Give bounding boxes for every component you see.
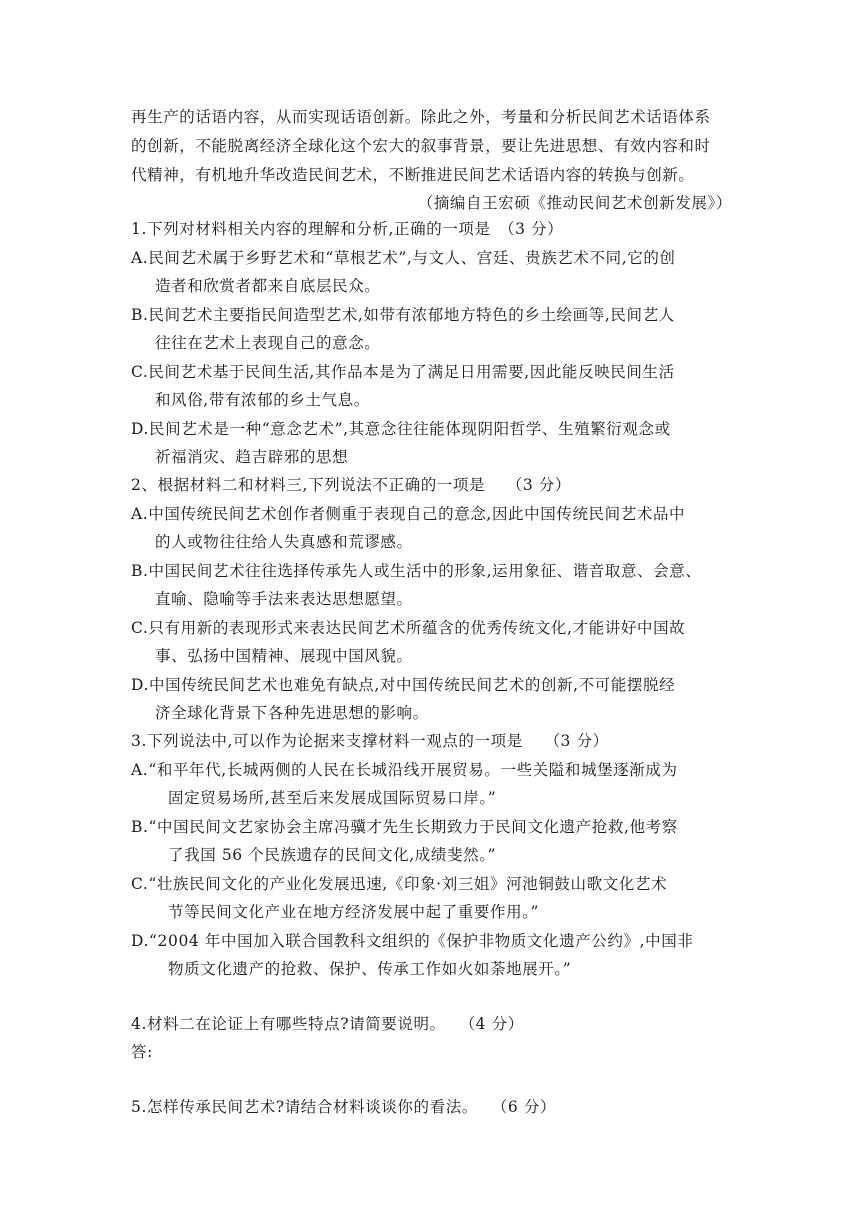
q2-option-c: C.只有用新的表现形式来表达民间艺术所蕴含的优秀传统文化,才能讲好中国故 [131,619,686,637]
q5-stem: 5.怎样传承民间艺术?请结合材料谈谈你的看法。 （6 分） [131,1098,557,1116]
q3-option-c-cont: 节等民间文化产业在地方经济发展中起了重要作用。” [168,903,540,921]
q3-option-a-cont: 固定贸易场所,甚至后来发展成国际贸易口岸。” [168,789,497,807]
q1-option-d: D.民间艺术是一种“意念艺术”,其意念往往能体现阴阳哲学、生殖繁衍观念或 [131,420,671,438]
q2-option-a: A.中国传统民间艺术创作者侧重于表现自己的意念,因此中国传统民间艺术品中 [131,505,686,523]
q1-option-c-cont: 和风俗,带有浓郁的乡土气息。 [155,391,370,409]
passage-source: （摘编自王宏硕《推动民间艺术创新发展》） [417,194,732,212]
q4-stem: 4.材料二在论证上有哪些特点?请简要说明。 （4 分） [131,1015,524,1033]
passage-line-2: 的创新，不能脱离经济全球化这个宏大的叙事背景，要让先进思想、有效内容和时 [131,137,711,155]
q3-option-a: A.“和平年代,长城两侧的人民在长城沿线开展贸易。一些关隘和城堡逐渐成为 [131,761,678,779]
q3-option-b: B.“中国民间文艺家协会主席冯骥才先生长期致力于民间文化遗产抢救,他考察 [131,818,678,836]
q1-option-a: A.民间艺术属于乡野艺术和“草根艺术”,与文人、宫廷、贵族艺术不同,它的创 [131,249,676,267]
q1-option-d-cont: 祈福消灾、趋吉辟邪的思想 [155,448,349,466]
q1-option-a-cont: 造者和欣赏者都来自底层民众。 [155,277,381,295]
q2-option-d-cont: 济全球化背景下各种先进思想的影响。 [155,704,429,722]
q3-option-c: C.“壮族民间文化的产业化发展迅速,《印象·刘三姐》河池铜鼓山歌文化艺术 [131,875,668,893]
q1-option-b: B.民间艺术主要指民间造型艺术,如带有浓郁地方特色的乡土绘画等,民间艺人 [131,306,675,324]
q2-option-c-cont: 事、弘扬中国精神、展现中国风貌。 [155,647,413,665]
q3-option-d-cont: 物质文化遗产的抢救、保护、传承工作如火如荼地展开。” [168,960,572,978]
q3-option-d: D.“2004 年中国加入联合国教科文组织的《保护非物质文化遗产公约》,中国非 [131,932,694,950]
q1-option-b-cont: 往往在艺术上表现自己的意念。 [155,334,381,352]
q2-option-b: B.中国民间艺术往往选择传承先人或生活中的形象,运用象征、谐音取意、会意、 [131,562,702,580]
passage-line-1: 再生产的话语内容，从而实现话语创新。除此之外，考量和分析民间艺术话语体系 [131,108,711,126]
q3-option-b-cont: 了我国 56 个民族遗存的民间文化,成绩斐然。” [168,846,497,864]
q1-option-c: C.民间艺术基于民间生活,其作品本是为了满足日用需要,因此能反映民间生活 [131,363,675,381]
q2-stem: 2、根据材料二和材料三,下列说法不正确的一项是 （3 分） [131,476,572,494]
passage-line-3: 代精神，有机地升华改造民间艺术，不断推进民间艺术话语内容的转换与创新。 [131,166,695,184]
q3-stem: 3.下列说法中,可以作为论据来支撑材料一观点的一项是 （3 分） [131,732,609,750]
q2-option-a-cont: 的人或物往往给人失真感和荒谬感。 [155,533,413,551]
q1-stem: 1.下列对材料相关内容的理解和分析,正确的一项是 （3 分） [131,220,564,238]
q2-option-d: D.中国传统民间艺术也难免有缺点,对中国传统民间艺术的创新,不可能摆脱经 [131,676,676,694]
q4-answer-label: 答: [131,1043,153,1061]
q2-option-b-cont: 直喻、隐喻等手法来表达思想愿望。 [155,590,413,608]
